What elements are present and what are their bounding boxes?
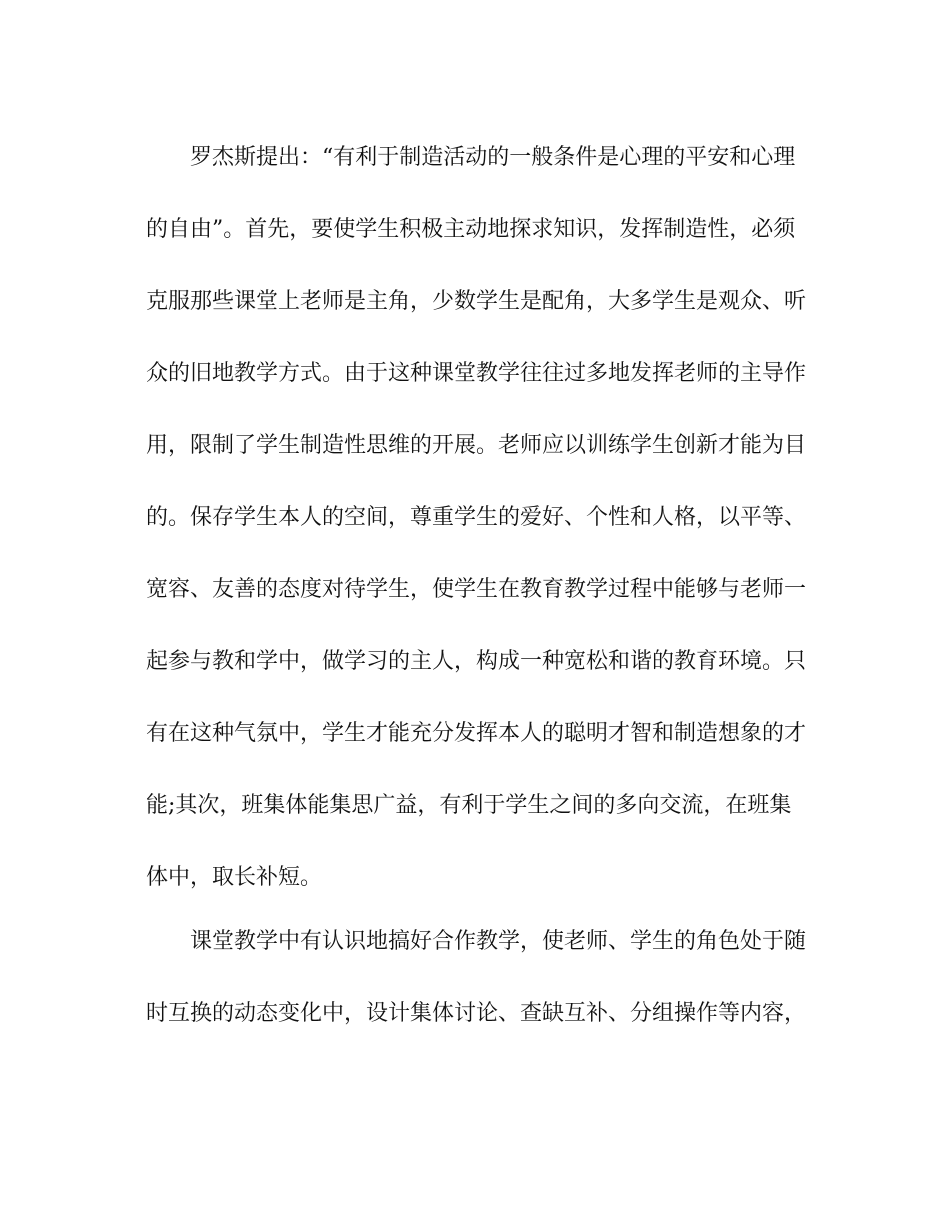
text-line: 宽容、友善的态度对待学生，使学生在教育教学过程中能够与老师一 [146,577,807,602]
text-line: 有在这种气氛中，学生才能充分发挥本人的聪明才智和制造想象的才 [146,721,807,746]
text-line: 克服那些课堂上老师是主角，少数学生是配角，大多学生是观众、听 [146,289,807,314]
text-line: 众的旧地教学方式。由于这种课堂教学往往过多地发挥老师的主导作 [146,361,807,386]
text-line: 体中，取长补短。 [146,865,323,890]
text-line: 起参与教和学中，做学习的主人，构成一种宽松和谐的教育环境。只 [146,649,807,674]
text-line: 时互换的动态变化中，设计集体讨论、查缺互补、分组操作等内容， [146,1001,807,1026]
body-text [146,136,806,1064]
paragraph-1 [146,136,806,920]
text-line: 能;其次，班集体能集思广益，有利于学生之间的多向交流，在班集 [146,793,792,818]
text-line: 的自由”。首先，要使学生积极主动地探求知识，发挥制造性，必须 [146,217,796,242]
text-line: 用，限制了学生制造性思维的开展。老师应以训练学生创新才能为目 [146,433,807,458]
text-line: 的。保存学生本人的空间，尊重学生的爱好、个性和人格，以平等、 [146,505,807,530]
text-line: 课堂教学中有认识地搞好合作教学，使老师、学生的角色处于随 [190,929,807,954]
text-line: 罗杰斯提出：“有利于制造活动的一般条件是心理的平安和心理 [190,145,796,170]
paragraph-2 [146,920,806,1064]
